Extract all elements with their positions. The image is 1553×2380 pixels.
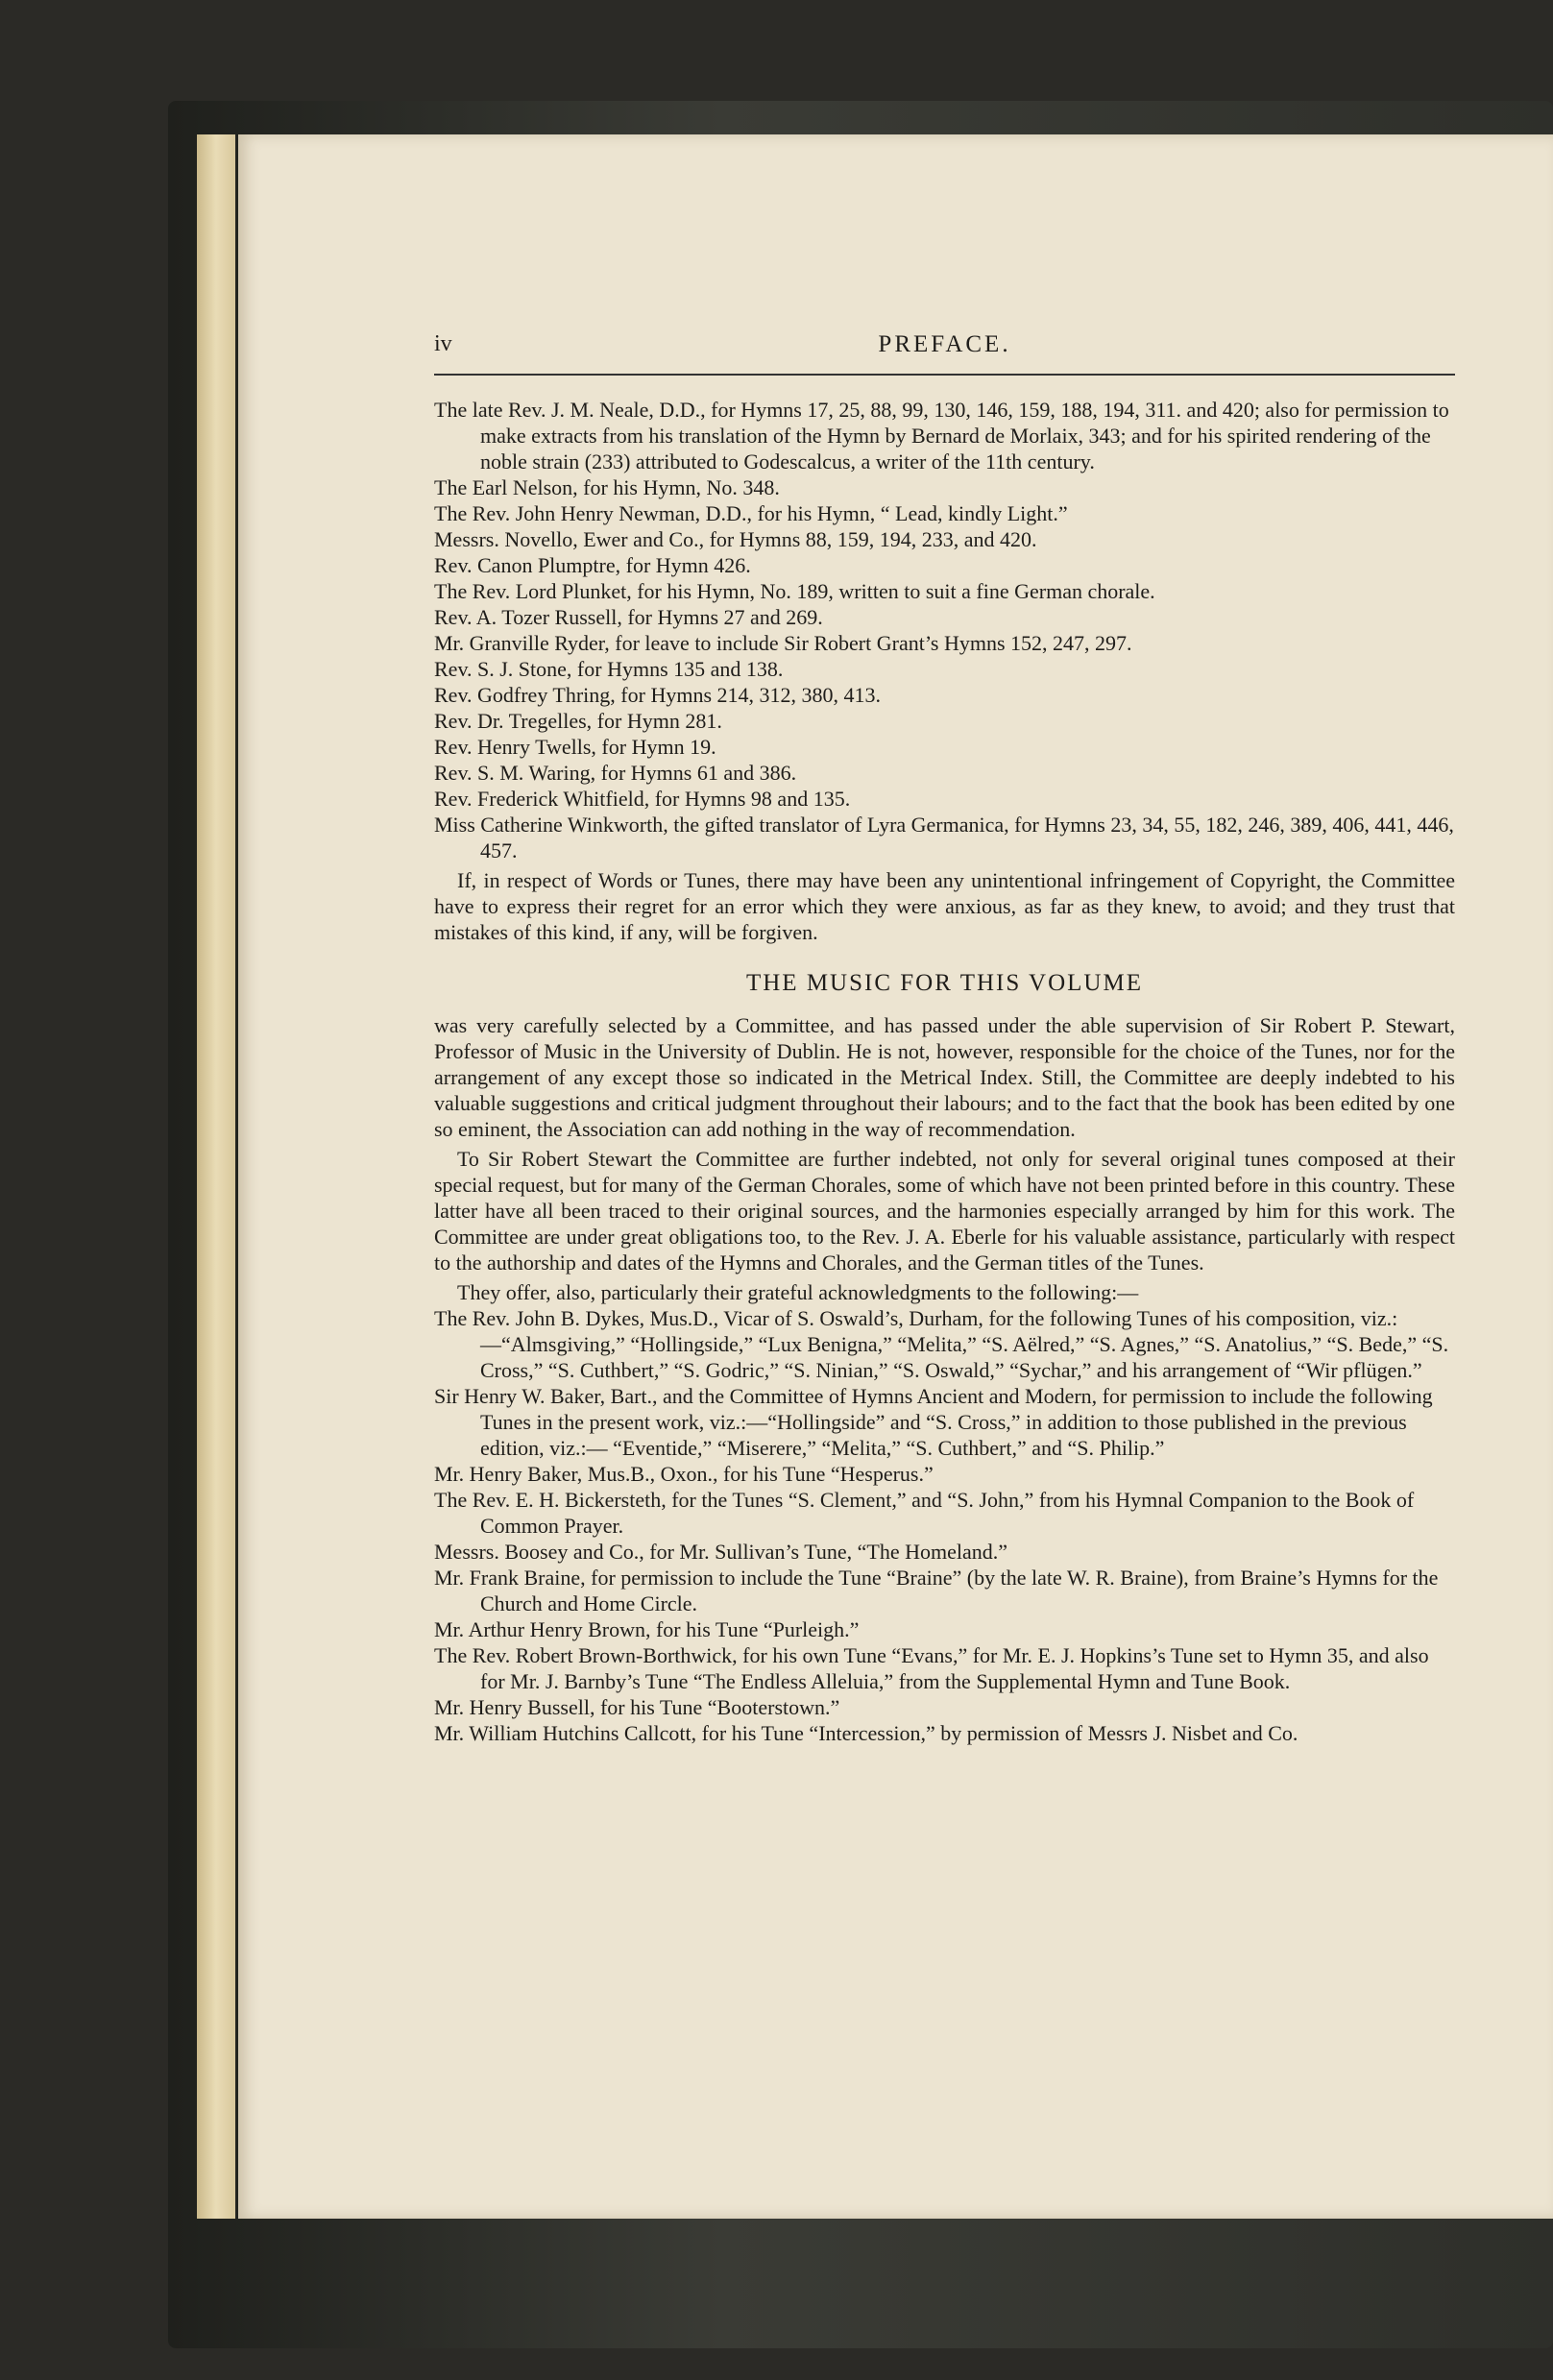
ack-entry: Mr. Granville Ryder, for leave to include Sir Robert Grant’s Hymns 152, 247, 297. [434,631,1132,655]
running-title: PREFACE. [878,331,1011,357]
section-heading: THE MUSIC FOR THIS VOLUME [745,970,1143,996]
ack-entry: Rev. Henry Twells, for Hymn 19. [434,735,716,759]
ack-entry: Mr. Henry Baker, Mus.B., Oxon., for his Tune “Hesperus.” [434,1462,934,1486]
ack-entry: Rev. Frederick Whitfield, for Hymns 98 and 135. [434,787,851,811]
ack-entry: Rev. Godfrey Thring, for Hymns 214, 312, 380, 413. [434,683,882,707]
ack-entry: The Rev. Lord Plunket, for his Hymn, No. 189, written to suit a fine German chorale. [434,579,1155,603]
page-edges [197,134,235,2219]
ack-entry: Rev. A. Tozer Russell, for Hymns 27 and 269. [434,605,823,629]
music-paragraph: was very carefully selected by a Committee, and has passed under the able supervision of Sir Robert P. Stewart, Professor of Music in the University of Dublin. He is not, however, responsible for the choice of the Tunes, nor for the arrangement of any except those so indicated in the Metrical Index. Still, the Committee are deeply indebted to his valuable suggestions and critical judgment throughout their labours; and to the fact that the book has been edited by one so eminent, the Association can add nothing in the way of recommendation. [434,1013,1455,1141]
page-content [434,331,1455,1746]
ack-entry: Rev. S. J. Stone, for Hymns 135 and 138. [434,657,784,681]
ack-entry: The Rev. John B. Dykes, Mus.D., Vicar of S. Oswald’s, Durham, for the following Tunes of his composition, viz.:—“Almsgiving,” “Hollingside,” “Lux Benigna,” “Melita,” “S. Aëlred,” “S. Agnes,” “S. Anatolius,” “S. Bede,” “S. Cross,” “S. Cuthbert,” “S. Godric,” “S. Ninian,” “S. Oswald,” “Sychar,” and his arrangement of “Wir pflügen.” [434,1306,1449,1382]
music-paragraph: To Sir Robert Stewart the Committee are further indebted, not only for several original tunes composed at their special request, but for many of the German Chorales, some of which have not been printed before in this country. These latter have all been traced to their original sources, and the harmonies especially arranged by him for this work. The Committee are under great obligations too, to the Rev. J. A. Eberle for his valuable assistance, particularly with respect to the authorship and dates of the Hymns and Chorales, and the German titles of the Tunes. [434,1147,1456,1275]
music-paragraph: They offer, also, particularly their grateful acknowledgments to the following:— [457,1280,1139,1304]
ack-entry: The Earl Nelson, for his Hymn, No. 348. [434,475,780,499]
copyright-paragraph: If, in respect of Words or Tunes, there may have been any unintentional infringement of Copyright, the Committee have to express their regret for an error which they were anxious, as far as they knew, to avoid; and they trust that mistakes of this kind, if any, will be forgiven. [434,868,1455,944]
ack-entry: The Rev. Robert Brown-Borthwick, for his own Tune “Evans,” for Mr. E. J. Hopkins’s Tune set to Hymn 35, and also for Mr. J. Barnby’s Tune “The Endless Alleluia,” from the Supplemental Hymn and Tune Book. [434,1643,1429,1693]
ack-entry: Messrs. Novello, Ewer and Co., for Hymns 88, 159, 194, 233, and 420. [434,527,1037,551]
ack-entry: Miss Catherine Winkworth, the gifted translator of Lyra Germanica, for Hymns 23, 34, 55, 182, 246, 389, 406, 441, 446, 457. [434,813,1454,862]
ack-entry: Mr. Arthur Henry Brown, for his Tune “Purleigh.” [434,1617,860,1641]
ack-entry: Sir Henry W. Baker, Bart., and the Committee of Hymns Ancient and Modern, for permission to include the following Tunes in the present work, viz.:—“Hollingside” and “S. Cross,” in addition to those published in the previous edition, viz.:— “Eventide,” “Miserere,” “Melita,” “S. Cuthbert,” and “S. Philip.” [434,1384,1433,1460]
ack-entry: Mr. Henry Bussell, for his Tune “Booterstown.” [434,1695,840,1719]
ack-entry: The Rev. John Henry Newman, D.D., for his Hymn, “ Lead, kindly Light.” [434,501,1068,525]
ack-entry: Rev. S. M. Waring, for Hymns 61 and 386. [434,761,797,785]
ack-entry: The Rev. E. H. Bickersteth, for the Tunes “S. Clement,” and “S. John,” from his Hymnal Companion to the Book of Common Prayer. [434,1488,1415,1538]
ack-entry: Mr. William Hutchins Callcott, for his Tune “Intercession,” by permission of Messrs J. Nisbet and Co. [434,1721,1298,1745]
acknowledgements-words [434,397,1455,863]
ack-entry: Rev. Dr. Tregelles, for Hymn 281. [434,709,722,733]
ack-entry: Mr. Frank Braine, for permission to include the Tune “Braine” (by the late W. R. Braine), from Braine’s Hymns for the Church and Home Circle. [434,1566,1439,1615]
ack-entry: Rev. Canon Plumptre, for Hymn 426. [434,553,751,577]
page-header [434,331,1455,376]
acknowledgements-tunes [434,1305,1455,1746]
ack-entry: The late Rev. J. M. Neale, D.D., for Hymns 17, 25, 88, 99, 130, 146, 159, 188, 194, 311. and 420; also for permission to make extracts from his translation of the Hymn by Bernard de Morlaix, 343; and for his spirited rendering of the noble strain (233) attributed to Godescalcus, a writer of the 11th century. [434,398,1449,474]
ack-entry: Messrs. Boosey and Co., for Mr. Sullivan’s Tune, “The Homeland.” [434,1540,1008,1564]
page-number: iv [434,331,452,356]
